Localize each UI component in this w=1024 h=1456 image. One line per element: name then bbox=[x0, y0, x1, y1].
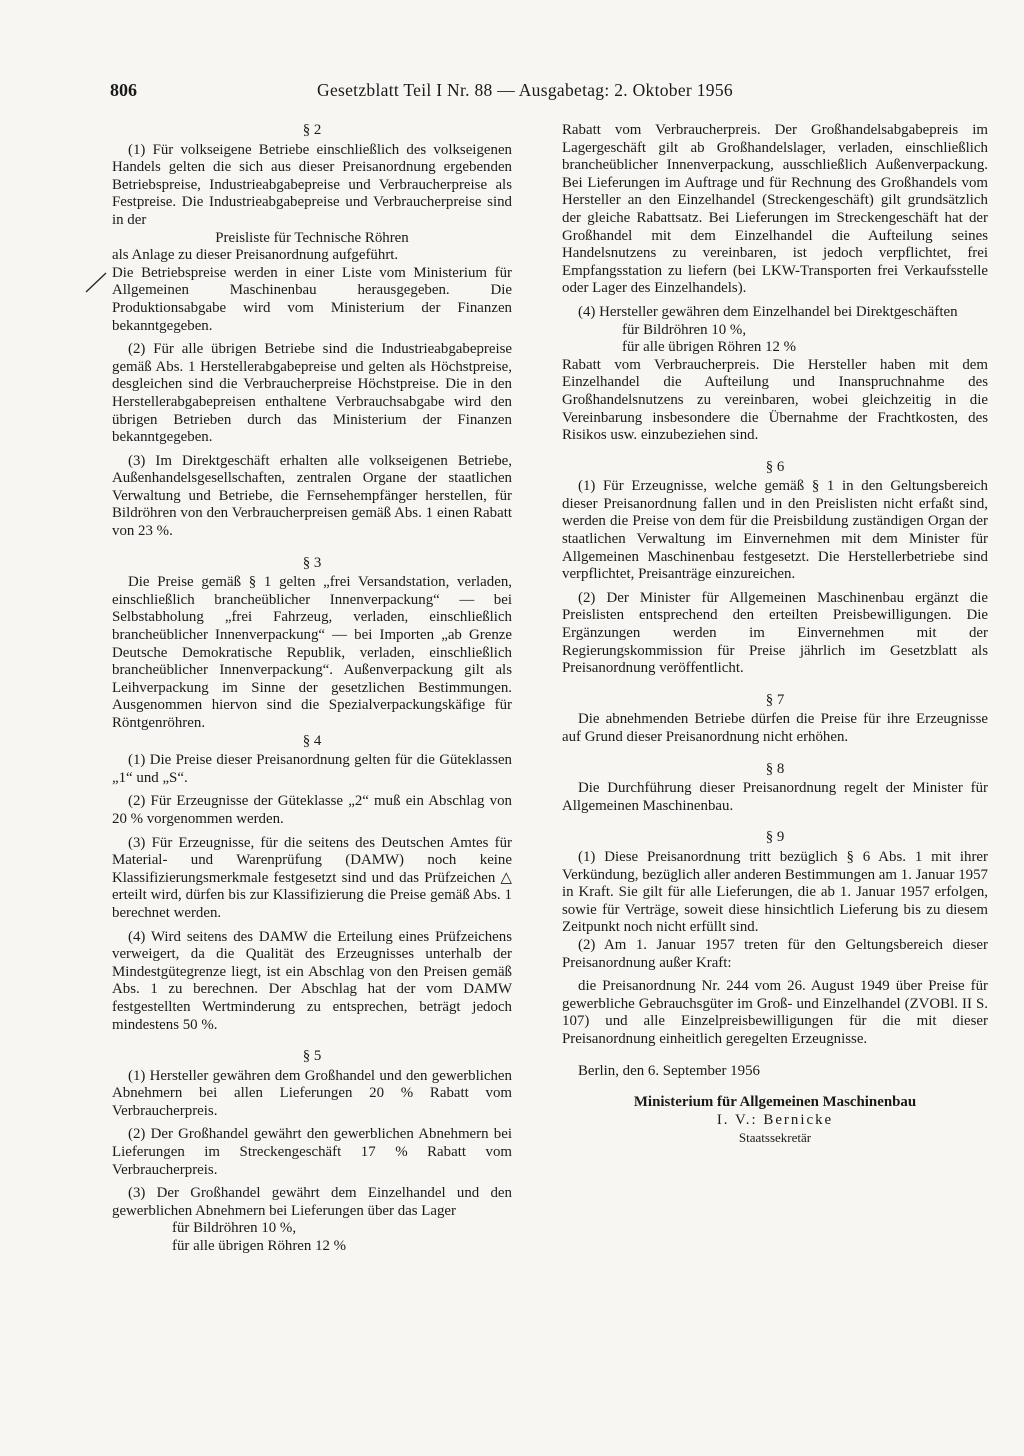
section-2-para-1c: Die Betriebspreise werden in einer Liste vom Ministerium für Allgemeinen Maschinenbau herausgegeben. Die Produktionsabgabe wird vom Ministerium der Finanzen bekanntgegeben. bbox=[112, 264, 512, 334]
right-column bbox=[562, 122, 988, 1147]
section-2-pricelist-title: Preisliste für Technische Röhren bbox=[215, 229, 409, 246]
section-9-heading: § 9 bbox=[765, 829, 785, 846]
section-5-para-4b: Rabatt vom Verbraucherpreis. Die Hersteller haben mit dem Einzelhandel die Aufteilung und Inanspruchnahme des Großhandelsnutzens zu vereinbaren, wobei gleichzeitig in die Vereinbarung insbesondere die Übernahme der Frachtkosten, des Risikos usw. einzubeziehen sind. bbox=[562, 356, 988, 444]
margin-pen-mark bbox=[82, 270, 112, 294]
section-2-para-1: (1) Für volkseigene Betriebe einschließlich des volkseigenen Handels gelten die sich aus dieser Preisanordnung ergebenden Betriebspreise, Industrieabgabepreise und Verbraucherpreise als Festpreise. Die Industrieabgabepreise und Verbraucherpreise sind in der bbox=[112, 141, 512, 228]
section-5-para-3: (3) Der Großhandel gewährt dem Einzelhandel und den gewerblichen Abnehmern bei Lieferungen über das Lager bbox=[112, 1185, 512, 1219]
section-8-para-1: Die Durchführung dieser Preisanordnung regelt der Minister für Allgemeinen Maschinenbau. bbox=[562, 780, 988, 814]
section-4-para-2: (2) Für Erzeugnisse der Güteklasse „2“ muß ein Abschlag von 20 % vorgenommen werden. bbox=[112, 793, 512, 827]
section-6-para-2: (2) Der Minister für Allgemeinen Maschinenbau ergänzt die Preislisten entsprechend den erteilten Preisbewilligungen. Die Ergänzungen werden im Einvernehmen mit der Regierungskommission für Preise jährlich im Gesetzblatt als Preisanordnung veröffentlicht. bbox=[562, 589, 988, 677]
section-4-heading: § 4 bbox=[302, 732, 322, 749]
section-9-para-2: (2) Am 1. Januar 1957 treten für den Geltungsbereich dieser Preisanordnung außer Kraft: bbox=[562, 936, 988, 971]
header-title: Gesetzblatt Teil I Nr. 88 — Ausgabetag: 2. Oktober 1956 bbox=[317, 80, 733, 100]
section-4-para-3: (3) Für Erzeugnisse, für die seitens des Deutschen Amtes für Material- und Warenprüfung (DAMW) noch keine Klassifizierungsmerkmale festgesetzt sind und das Prüfzeichen △ erteilt wird, dürfen bis zur Klassifizierung die Preise gemäß Abs. 1 berechnet werden. bbox=[112, 834, 512, 921]
section-9-para-2b: die Preisanordnung Nr. 244 vom 26. August 1949 über Preise für gewerbliche Gebrauchsgüter im Groß- und Einzelhandel (ZVOBl. II S. 107) und alle Einzelpreisbewilligungen für die mit dieser Preisanordnung einheitlich geregelten Erzeugnisse. bbox=[562, 978, 988, 1047]
section-2-heading: § 2 bbox=[302, 122, 322, 138]
section-2-para-1b: als Anlage zu dieser Preisanordnung aufgeführt. bbox=[112, 247, 399, 264]
section-5-rate-other-tubes: für alle übrigen Röhren 12 % bbox=[172, 1238, 347, 1255]
left-column bbox=[112, 122, 512, 1256]
section-4-para-4: (4) Wird seitens des DAMW die Erteilung eines Prüfzeichens verweigert, da die Qualität des Erzeugnisses unterhalb der Mindestgütegrenze liegt, ist ein Abschlag von den Preisen gemäß Abs. 1 zu berechnen. Der Abschlag hat der vom DAMW festgestellten Wertminderung zu entsprechen, beträgt jedoch mindestens 50 %. bbox=[112, 928, 512, 1033]
page-number: 806 bbox=[110, 80, 137, 100]
section-3-para-1: Die Preise gemäß § 1 gelten „frei Versandstation, verladen, einschließlich brancheüblicher Innenverpackung“ — bei Selbstabholung „frei Fahrzeug, verladen, einschließlich brancheüblicher Innenverpackung“ — bei Importen „ab Grenze Deutsche Demokratische Republik, verladen, einschließlich brancheüblicher Innenverpackung“. Außenverpackung gilt als Leihverpackung im Sinne der gesetzlichen Bestimmungen. Ausgenommen hiervon sind die Spezialverpackungskäfige für Röntgenröhren. bbox=[112, 574, 512, 731]
section-5-para-1: (1) Hersteller gewähren dem Großhandel und den gewerblichen Abnehmern bei allen Lieferungen 20 % Rabatt vom Verbraucherpreis. bbox=[112, 1067, 512, 1119]
signatory-name: I. V.: Bernicke bbox=[716, 1111, 834, 1128]
section-2-para-2: (2) Für alle übrigen Betriebe sind die Industrieabgabepreise gemäß Abs. 1 Herstellerabgabepreise und gelten als Höchstpreise, desgleichen sind die Verbraucherpreise Höchstpreise. Die in den Herstellerabgabepreisen enthaltene Verbrauchsabgabe wird den übrigen Betrieben durch das Ministerium der Finanzen bekanntgegeben. bbox=[112, 341, 512, 446]
section-7-para-1: Die abnehmenden Betriebe dürfen die Preise für ihre Erzeugnisse auf Grund dieser Preisanordnung nicht erhöhen. bbox=[562, 711, 988, 745]
section-5-direct-rate-other-tubes: für alle übrigen Röhren 12 % bbox=[622, 339, 797, 356]
section-3-heading: § 3 bbox=[302, 554, 322, 571]
section-5-direct-rate-picture-tubes: für Bildröhren 10 %, bbox=[622, 321, 747, 338]
place-and-date: Berlin, den 6. September 1956 bbox=[578, 1062, 760, 1079]
section-2-para-3: (3) Im Direktgeschäft erhalten alle volkseigenen Betriebe, Außenhandelsgesellschaften, zentralen Organe der staatlichen Verwaltung und Betriebe, die Fernsehempfänger herstellen, für Bildröhren von den Verbraucherpreisen gemäß Abs. 1 einen Rabatt von 23 %. bbox=[112, 452, 512, 540]
section-7-heading: § 7 bbox=[765, 691, 785, 708]
section-5-rate-picture-tubes: für Bildröhren 10 %, bbox=[172, 1220, 297, 1237]
section-4-para-1: (1) Die Preise dieser Preisanordnung gelten für die Güteklassen „1“ und „S“. bbox=[112, 752, 512, 786]
section-5-para-4: (4) Hersteller gewähren dem Einzelhandel bei Direktgeschäften bbox=[578, 303, 958, 320]
section-5-heading: § 5 bbox=[302, 1048, 322, 1065]
page-header bbox=[110, 80, 990, 106]
ministry-name: Ministerium für Allgemeinen Maschinenbau bbox=[633, 1094, 917, 1111]
section-9-para-1: (1) Diese Preisanordnung tritt bezüglich § 6 Abs. 1 mit ihrer Verkündung, bezüglich aller anderen Bestimmungen am 1. Januar 1957 in Kraft. Sie gilt für alle Lieferungen, die ab 1. Januar 1957 erfolgen, sowie für Verträge, soweit diese hinsichtlich Lieferung bis zu diesem Zeitpunkt noch nicht erfüllt sind. bbox=[562, 848, 988, 936]
section-5-continuation: Rabatt vom Verbraucherpreis. Der Großhandelsabgabepreis im Lagergeschäft gilt ab Großhandelslager, verladen, einschließlich brancheüblicher Innenverpackung, ausschließlich Außenverpackung. Bei Lieferungen im Auftrage und für Rechnung des Großhandels vom Hersteller an den Einzelhandel (Streckengeschäft) gilt grundsätzlich der gleiche Rabattsatz. Bei Lieferungen im Streckengeschäft hat der Großhandel mit dem Einzelhandel die Aufteilung seines Handelsnutzens zu vereinbaren, ist jedoch verpflichtet, frei Empfangsstation zu liefern (bei LKW-Transporten frei Verkaufsstelle oder Lager des Einzelhandels). bbox=[562, 122, 988, 297]
signatory-title: Staatssekretär bbox=[738, 1130, 812, 1146]
section-6-para-1: (1) Für Erzeugnisse, welche gemäß § 1 in den Geltungsbereich dieser Preisanordnung fallen und in den Preislisten nicht erfaßt sind, werden die Preise von dem für die Preisbildung zuständigen Organ der staatlichen Verwaltung im Einvernehmen mit dem Minister für Allgemeinen Maschinenbau festgesetzt. Die Herstellerbetriebe sind verpflichtet, Preisanträge einzureichen. bbox=[562, 478, 988, 583]
section-8-heading: § 8 bbox=[765, 760, 785, 777]
section-6-heading: § 6 bbox=[765, 458, 785, 475]
section-5-para-2: (2) Der Großhandel gewährt den gewerblichen Abnehmern bei Lieferungen im Streckengeschäft 17 % Rabatt vom Verbraucherpreis. bbox=[112, 1126, 512, 1178]
